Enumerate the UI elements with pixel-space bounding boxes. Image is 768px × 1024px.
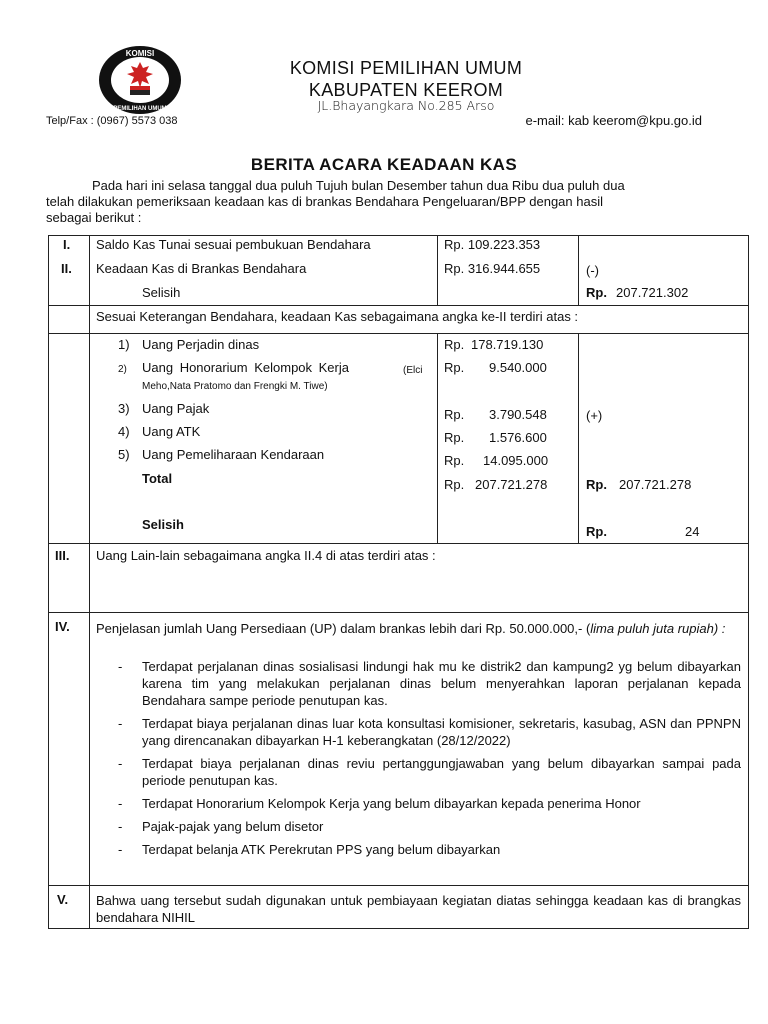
table-line	[748, 235, 749, 929]
row-number: IV.	[55, 619, 70, 634]
list-item-text: Terdapat perjalanan dinas sosialisasi lindungi hak mu ke distrik2 dan kampung2 yg belum dibayarkan karena tim yang melakukan perjalanan dinas belum menyerahkan laporan perjalanan kepada Bendahara sampe periode penutupan kas.	[142, 659, 741, 708]
table-line	[437, 235, 438, 305]
bullet-dash: -	[118, 756, 123, 771]
table-line	[48, 612, 748, 613]
selisih-rp: Rp.	[586, 285, 607, 300]
item-note: (Elci	[403, 365, 423, 376]
logo-text-bottom: PEMILIHAN UMUM	[113, 106, 167, 112]
intro-line-2: telah dilakukan pemeriksaan keadaan kas di brankas Bendahara Pengeluaran/BPP dengan hasil	[46, 194, 603, 209]
section3-text: Uang Lain-lain sebagaimana angka II.4 di atas terdiri atas :	[96, 548, 436, 563]
section4-text-plain: Penjelasan jumlah Uang Persediaan (UP) dalam brankas lebih dari Rp. 50.000.000,- (	[96, 621, 591, 636]
item-rp: Rp.	[444, 337, 465, 352]
total-right-value: 207.721.278	[619, 477, 692, 492]
item-value: 14.095.000	[483, 453, 549, 468]
bullet-dash: -	[118, 842, 123, 857]
brankas-label: Keadaan Kas di Brankas Bendahara	[96, 261, 307, 276]
intro-line-3: sebagai berikut :	[46, 210, 142, 225]
email-address: e-mail: kab keerom@kpu.go.id	[525, 113, 702, 128]
explanation-list	[96, 658, 741, 864]
row-number: III.	[55, 548, 70, 563]
section4-text	[96, 620, 741, 638]
list-item	[96, 818, 741, 835]
document-title: BERITA ACARA KEADAAN KAS	[250, 155, 518, 174]
table-line	[578, 333, 579, 543]
row-number: V.	[57, 892, 69, 907]
list-item-text: Terdapat Honorarium Kelompok Kerja yang belum dibayarkan kepada penerima Honor	[142, 796, 641, 811]
item-value: 3.790.548	[489, 407, 547, 422]
logo-text-top: KOMISI	[125, 49, 155, 58]
list-item	[96, 841, 741, 858]
keterangan-text: Sesuai Keterangan Bendahara, keadaan Kas sebagaimana angka ke-II terdiri atas :	[96, 309, 579, 324]
list-item	[96, 795, 741, 812]
item-rp: Rp.	[444, 360, 465, 375]
item-rp: Rp.	[444, 453, 465, 468]
table-line	[578, 235, 579, 305]
item-label: Uang Pemeliharaan Kendaraan	[142, 447, 325, 462]
intro-line-1: Pada hari ini selasa tanggal dua puluh Tujuh bulan Desember tahun dua Ribu dua puluh dua	[92, 178, 625, 193]
table-line	[48, 235, 748, 236]
item-label: Uang Perjadin dinas	[142, 337, 260, 352]
item-value: 9.540.000	[489, 360, 547, 375]
selisih2-label: Selisih	[142, 517, 184, 532]
item-label: Uang ATK	[142, 424, 201, 439]
list-item	[96, 755, 741, 789]
item-number: 4)	[118, 424, 130, 439]
item-number: 5)	[118, 447, 130, 462]
row-number: II.	[61, 261, 72, 276]
org-name-line2: KABUPATEN KEEROM	[308, 80, 504, 100]
item-value: 1.576.600	[489, 430, 547, 445]
total-rp: Rp.	[444, 477, 465, 492]
item-label: Uang Pajak	[142, 401, 210, 416]
table-line	[48, 333, 748, 334]
item-number: 1)	[118, 337, 130, 352]
total-label: Total	[142, 471, 173, 486]
plus-operator: (+)	[586, 408, 603, 423]
total-right-rp: Rp.	[586, 477, 607, 492]
bullet-dash: -	[118, 659, 123, 674]
selisih2-rp: Rp.	[586, 524, 607, 539]
org-name-line1: KOMISI PEMILIHAN UMUM	[289, 58, 523, 78]
org-address: JL.Bhayangkara No.285 Arso	[317, 98, 495, 113]
bullet-dash: -	[118, 796, 123, 811]
list-item-text: Terdapat biaya perjalanan dinas luar kota konsultasi komisioner, sekretaris, kasubag, ASN dan PPNPN yang direncanakan dibayarkan H-1 keberangkatan (28/12/2022)	[142, 716, 741, 748]
section4-text-italic: lima puluh juta rupiah) :	[590, 621, 726, 636]
row-number: I.	[63, 237, 71, 252]
selisih-value: 207.721.302	[616, 285, 689, 300]
selisih-label: Selisih	[142, 285, 181, 300]
bullet-dash: -	[118, 819, 123, 834]
list-item-text: Pajak-pajak yang belum disetor	[142, 819, 324, 834]
item-value: 178.719.130	[471, 337, 544, 352]
table-line	[48, 305, 748, 306]
item-rp: Rp.	[444, 407, 465, 422]
item-number: 2)	[118, 364, 127, 375]
table-line	[437, 333, 438, 543]
table-line	[89, 235, 90, 929]
intro-paragraph	[46, 178, 741, 226]
saldo-amount: Rp. 109.223.353	[444, 237, 541, 252]
item-note-continued: Meho,Nata Pratomo dan Frengki M. Tiwe)	[142, 381, 328, 392]
table-line	[48, 928, 748, 929]
item-label: Uang Honorarium Kelompok Kerja	[142, 360, 349, 375]
minus-operator: (-)	[586, 263, 599, 278]
list-item	[96, 715, 741, 749]
section5-text: Bahwa uang tersebut sudah digunakan untuk pembiayaan kegiatan diatas sehingga keadaan kas di brangkas bendahara NIHIL	[96, 893, 741, 925]
list-item-text: Terdapat belanja ATK Perekrutan PPS yang belum dibayarkan	[142, 842, 501, 857]
total-value: 207.721.278	[475, 477, 548, 492]
list-item-text: Terdapat biaya perjalanan dinas reviu pertanggungjawaban yang belum dibayarkan sampai pada periode penutupan kas.	[142, 756, 741, 788]
bullet-dash: -	[118, 716, 123, 731]
table-line	[48, 235, 49, 929]
item-number: 3)	[118, 401, 130, 416]
telp-fax: Telp/Fax : (0967) 5573 038	[46, 115, 178, 127]
saldo-label: Saldo Kas Tunai sesuai pembukuan Bendahara	[96, 237, 371, 252]
selisih2-value: 24	[685, 524, 700, 539]
item-rp: Rp.	[444, 430, 465, 445]
table-line	[48, 885, 748, 886]
table-line	[48, 543, 748, 544]
list-item	[96, 658, 741, 709]
brankas-amount: Rp. 316.944.655	[444, 261, 541, 276]
